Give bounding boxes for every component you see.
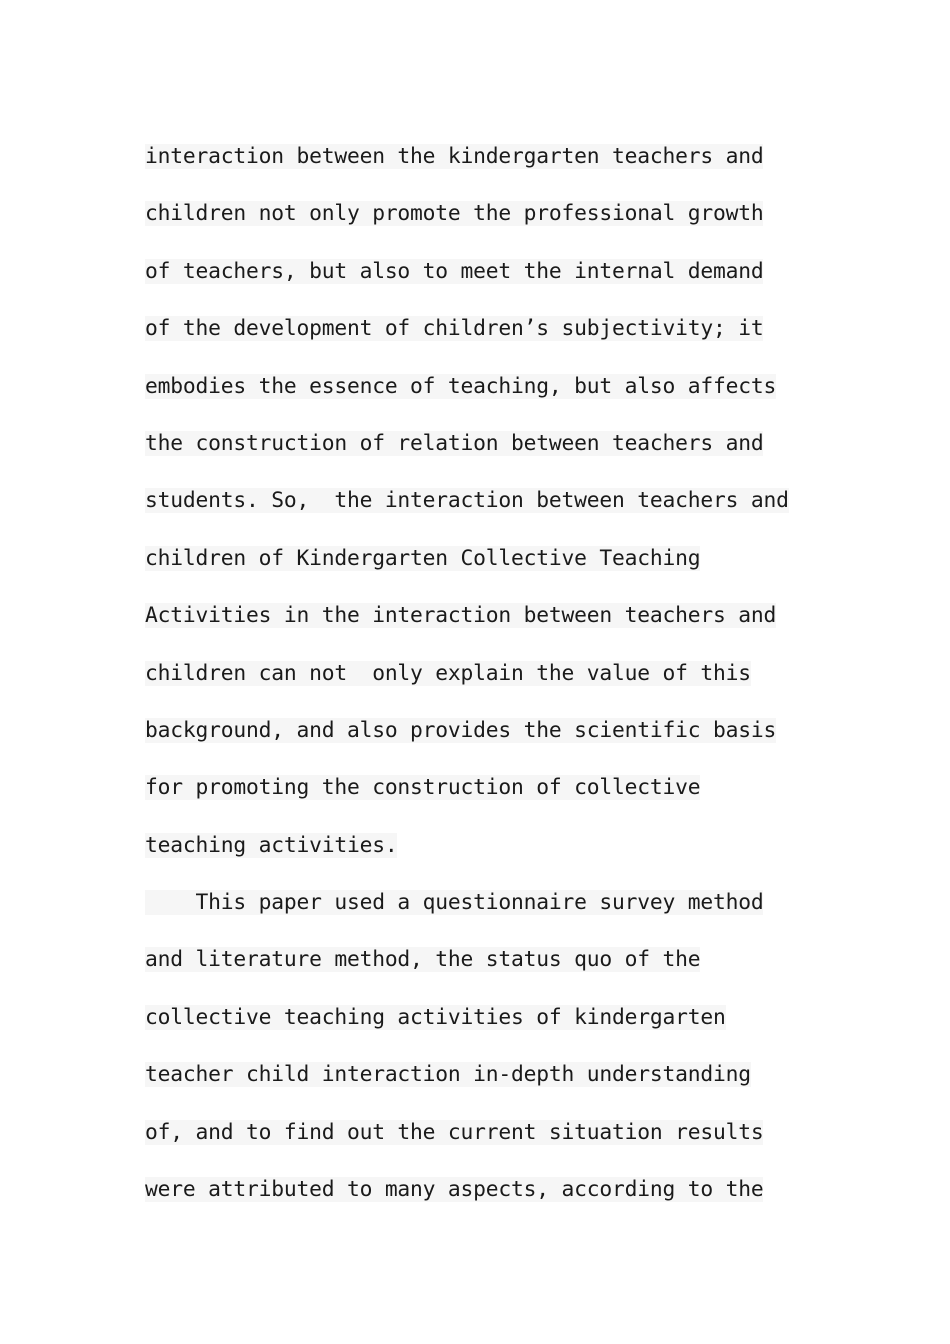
text-line	[145, 308, 825, 365]
text-line	[145, 595, 825, 652]
text-line	[145, 1169, 825, 1226]
text-line-content: embodies the essence of teaching, but also affects	[145, 373, 777, 399]
text-line-content: Activities in the interaction between teachers and	[145, 603, 777, 629]
text-line	[145, 882, 825, 939]
text-line-content: children not only promote the professional growth	[145, 201, 764, 227]
text-line	[145, 939, 825, 996]
text-line-content: for promoting the construction of collective	[145, 775, 701, 801]
text-line-content: teaching activities.	[145, 832, 398, 858]
text-line-content: collective teaching activities of kindergarten	[145, 1004, 726, 1030]
text-line-content: This paper used a questionnaire survey method	[145, 890, 764, 916]
text-line	[145, 653, 825, 710]
text-line-content: interaction between the kindergarten teachers and	[145, 144, 764, 169]
text-line-content: the construction of relation between teachers and	[145, 430, 764, 456]
text-line	[145, 366, 825, 423]
text-line	[145, 251, 825, 308]
text-line	[145, 1054, 825, 1111]
text-line	[145, 767, 825, 824]
text-line-content: and literature method, the status quo of the	[145, 947, 701, 973]
text-line	[145, 480, 825, 537]
text-line-content: children can not only explain the value of this	[145, 660, 751, 686]
text-line	[145, 423, 825, 480]
text-line-content: of, and to find out the current situation results	[145, 1119, 764, 1145]
text-line	[145, 997, 825, 1054]
text-line	[145, 1112, 825, 1169]
text-line-content: of the development of children’s subjectivity; it	[145, 316, 764, 342]
text-line	[145, 193, 825, 250]
text-line-content: teacher child interaction in-depth understanding	[145, 1062, 751, 1088]
text-line-content: background, and also provides the scientific basis	[145, 717, 777, 743]
text-line	[145, 825, 825, 882]
text-line	[145, 538, 825, 595]
body-text	[145, 136, 825, 1226]
text-line-content: were attributed to many aspects, according to the	[145, 1177, 764, 1203]
text-line-content: of teachers, but also to meet the internal demand	[145, 258, 764, 284]
text-line-content: children of Kindergarten Collective Teaching	[145, 545, 701, 571]
text-line-content: students. So, the interaction between teachers and	[145, 488, 789, 514]
text-line	[145, 710, 825, 767]
text-line	[145, 136, 825, 193]
